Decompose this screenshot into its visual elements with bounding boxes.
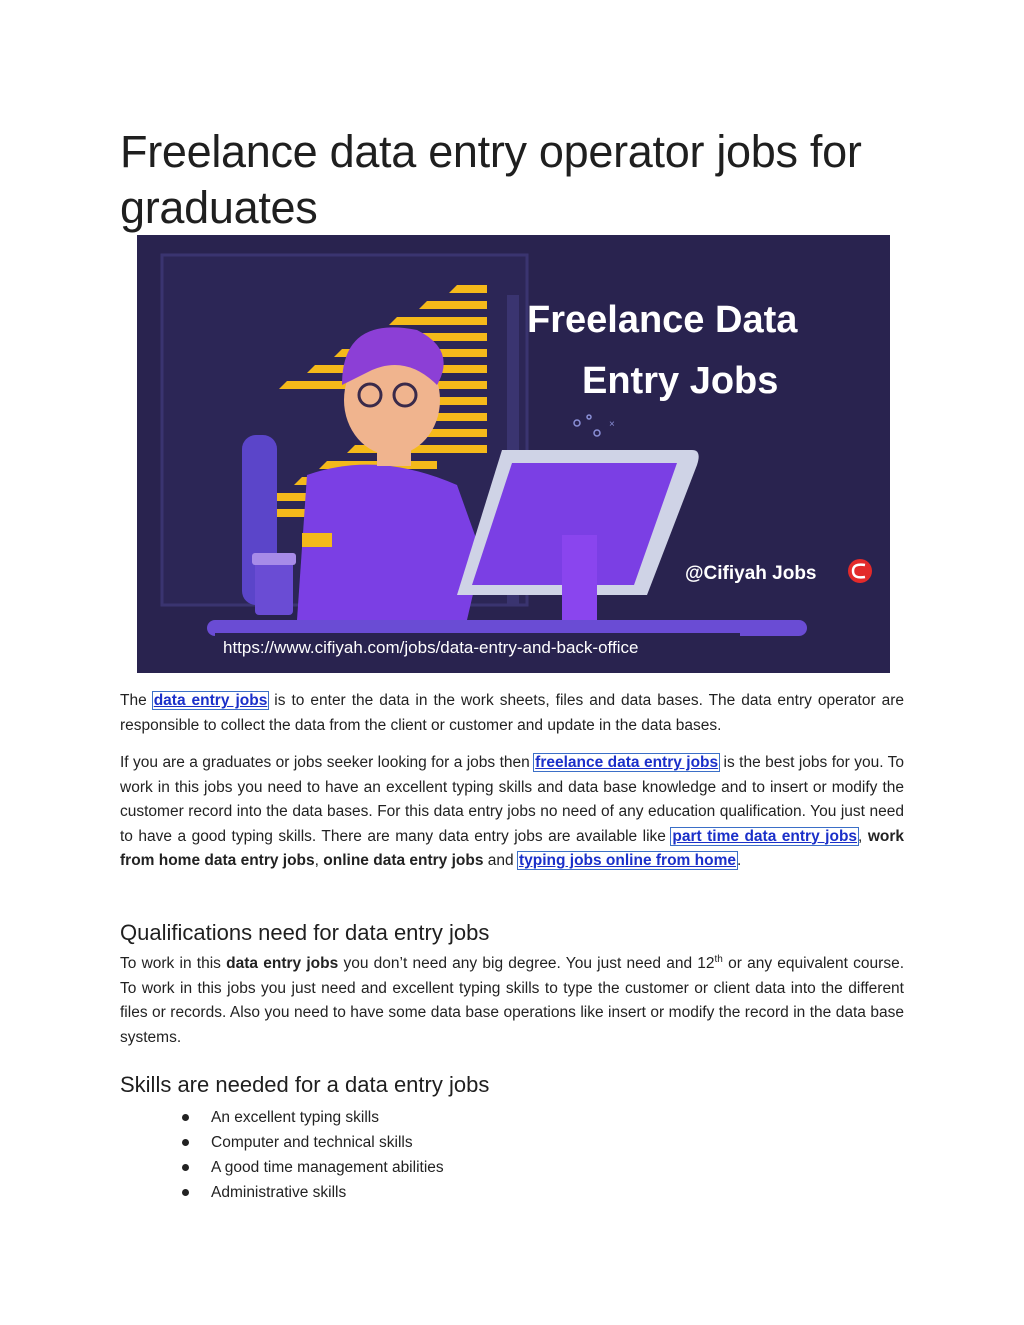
text-run: you don’t need any big degree. You just need and 12 [338,955,715,972]
list-item-text: A good time management abilities [211,1159,444,1176]
link-part-time-data-entry-jobs[interactable]: part time data entry jobs [672,827,858,845]
text-run: The [120,692,153,709]
bold-run: online data entry jobs [323,852,484,869]
list-item [180,1130,444,1155]
page-title: Freelance data entry operator jobs for graduates [120,126,862,233]
list-item-text: An excellent typing skills [211,1109,379,1126]
section-heading-qualifications: Qualifications need for data entry jobs [120,920,490,945]
text-run: and [483,852,518,869]
hero-brand: @Cifiyah Jobs [685,563,817,584]
paragraph-qualifications [120,952,904,1050]
paragraph-freelance [120,751,904,874]
link-data-entry-jobs[interactable]: data entry jobs [153,692,268,709]
text-run: If you are a graduates or jobs seeker looking for a jobs then [120,754,535,771]
hero-heading-line1: Freelance Data [527,299,798,341]
hero-image [137,235,890,673]
bullet-icon [182,1189,189,1196]
bullet-icon [182,1164,189,1171]
text-run: is the best jobs for you. To work in this jobs you need to have an excellent typing skills and data base knowledge and to insert or modify the customer record into the data bases. For this data entry jobs no need of any education qualification. You just need to have a good typing skills. There are many data entry jobs are available like [120,754,905,845]
hero-url: https://www.cifiyah.com/jobs/data-entry-and-back-office [223,638,639,657]
list-item-text: Computer and technical skills [211,1134,413,1151]
list-item [180,1155,444,1180]
bold-run: work from home data entry jobs [120,827,904,869]
superscript: th [714,953,723,965]
text-run: , [314,852,324,869]
list-item-text: Administrative skills [211,1184,347,1201]
text-run: or any equivalent course. To work in this jobs you just need and excellent typing skills to type the customer or client data into the different files or records. Also you need to have some data base operations like insert or modify the record in the data base systems. [120,955,905,1046]
bullet-icon [182,1114,189,1121]
list-item [180,1180,444,1205]
paragraph-intro [120,689,904,738]
brand-logo-icon [848,559,872,583]
bullet-icon [182,1139,189,1146]
text-run: is to enter the data in the work sheets, files and data bases. The data entry operator are responsible to collect the data from the client or customer and update in the data bases. [120,692,904,734]
list-item [180,1105,444,1130]
link-freelance-data-entry-jobs[interactable]: freelance data entry jobs [535,754,719,771]
link-typing-jobs-online-from-home[interactable]: typing jobs online from home [518,852,736,869]
text-run: , [858,827,868,845]
text-run: . [736,852,742,869]
skills-list [180,1105,444,1205]
text-run: To work in this [120,955,227,972]
hero-heading-line2: Entry Jobs [582,360,779,402]
bold-run: data entry jobs [226,955,339,972]
section-heading-skills: Skills are needed for a data entry jobs [120,1072,490,1097]
svg-text:×: × [609,419,615,430]
